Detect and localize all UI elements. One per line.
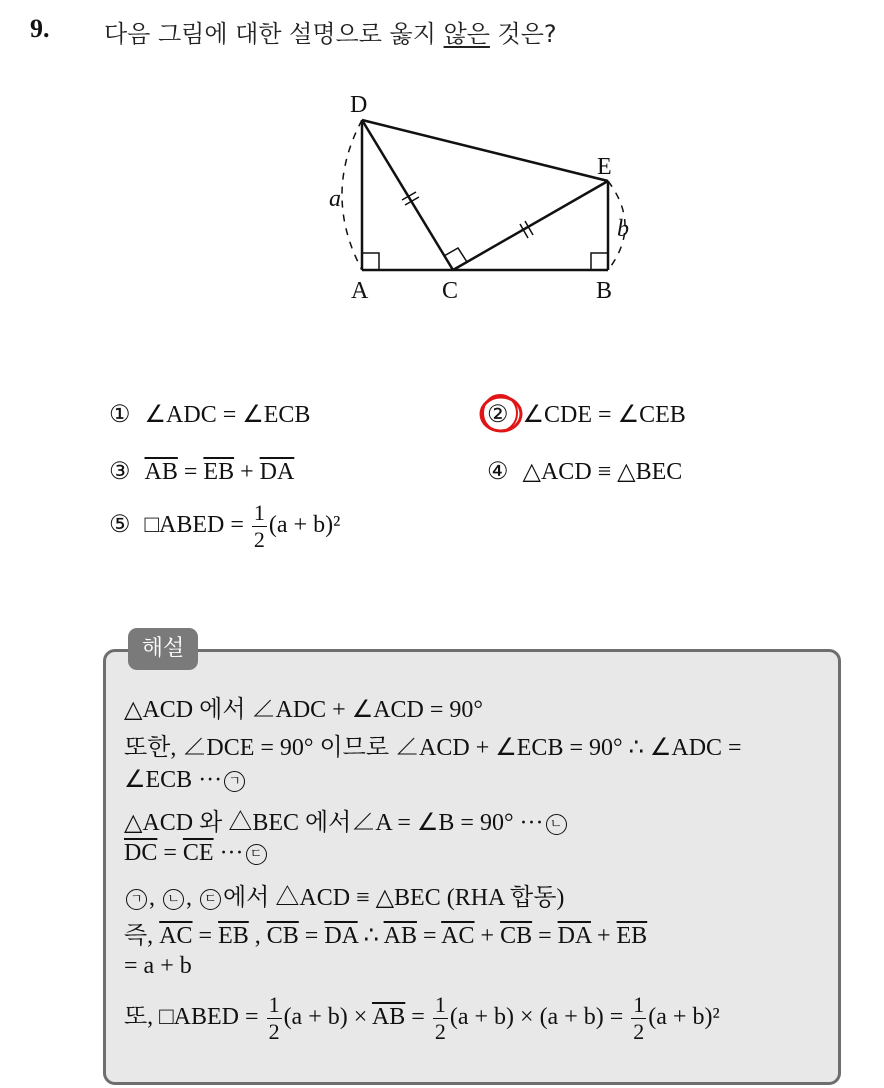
segment-cb-2: $\overline{CB}$ (500, 923, 533, 949)
solution-line-8: = a + b (124, 953, 192, 979)
arc-a (342, 120, 362, 270)
eq-1: = (192, 923, 219, 949)
solution-line-9 (124, 994, 720, 1043)
geometry-figure (320, 86, 640, 326)
fraction-2 (433, 994, 448, 1043)
segment-ac: $\overline{AC}$ (159, 923, 193, 949)
eq-3: = (416, 923, 442, 949)
fraction-1-numerator: 1 (268, 992, 280, 1017)
label-b: b (617, 216, 629, 242)
label-B: B (596, 278, 613, 304)
solution-line-7 (124, 915, 647, 950)
choice-2-text: ∠CDE = ∠CEB (522, 402, 686, 428)
segment-ab-2: $\overline{AB}$ (371, 1004, 406, 1031)
eq-5: = (405, 1004, 431, 1031)
segment-da-2: $\overline{DA}$ (557, 923, 591, 949)
choice-2[interactable] (487, 400, 686, 429)
segment-cb: $\overline{CB}$ (266, 923, 299, 949)
segment-eb: $\overline{EB}$ (218, 923, 249, 949)
choice-3-op1: = (177, 459, 204, 485)
eq-6: = (603, 1004, 630, 1031)
fraction-denominator: 2 (253, 527, 265, 552)
question-text-underlined: 않은 (443, 20, 490, 48)
separator-2: , (186, 885, 198, 911)
segment-ac-2: $\overline{AC}$ (441, 923, 475, 949)
segment-ab: $\overline{AB}$ (383, 923, 417, 949)
choice-5-fraction (252, 502, 267, 551)
solution-line-1: △ACD 에서 ∠ADC + ∠ACD = 90° (124, 697, 484, 723)
fraction-1-denominator: 2 (268, 1019, 280, 1044)
choice-3-segment-ab: $\overline{AB}$ (144, 459, 178, 485)
choice-1[interactable] (109, 400, 310, 429)
circled-digeut-2: ㄷ (200, 889, 221, 910)
equals: = (157, 840, 183, 866)
right-angle-B (591, 253, 608, 270)
segment-dc: $\overline{DC}$ (124, 840, 158, 866)
choice-2-number: ② (487, 402, 509, 428)
right-angle-A (362, 253, 379, 270)
figure-lines (362, 120, 608, 270)
eq-2: = (298, 923, 325, 949)
choice-5-post: (a + b)² (268, 512, 341, 539)
circled-giyeok-2: ㄱ (126, 889, 147, 910)
prefix-tto: 또, □ABED = (124, 1004, 265, 1031)
solution-line-4-text: △ACD 와 △BEC 에서∠A = ∠B = 90° ··· (124, 810, 544, 836)
comma: , (248, 923, 267, 949)
fraction-3 (631, 994, 646, 1043)
choice-3-segment-eb: $\overline{EB}$ (203, 459, 235, 485)
choice-1-text: ∠ADC = ∠ECB (144, 402, 311, 428)
question-number: 9. (30, 14, 50, 43)
solution-line-2: 또한, ∠DCE = 90° 이므로 ∠ACD + ∠ECB = 90° ∴ ∠ADC = (124, 735, 742, 761)
choice-5-number: ⑤ (109, 512, 131, 539)
fraction-2-numerator: 1 (434, 992, 446, 1017)
choice-5-pre: □ABED = (144, 512, 250, 539)
segment-DC (362, 120, 453, 270)
solution-line-6 (124, 877, 564, 912)
circled-giyeok: ㄱ (224, 771, 245, 792)
solution-line-6-text: 에서 △ACD ≡ △BEC (RHA 합동) (223, 885, 565, 911)
separator-1: , (149, 885, 161, 911)
label-E: E (597, 154, 612, 180)
circled-nieun: ㄴ (546, 814, 567, 835)
eq-4: = (532, 923, 558, 949)
choice-1-number: ① (109, 402, 131, 428)
solution-tag: 해설 (128, 628, 198, 670)
choice-4[interactable] (487, 457, 682, 486)
segment-DE (362, 120, 608, 181)
fraction-numerator: 1 (253, 500, 265, 525)
question-text-before: 다음 그림에 대한 설명으로 옳지 (104, 20, 444, 48)
sum-ab-2: (a + b) (449, 1004, 515, 1031)
label-D: D (350, 92, 368, 118)
fraction-1 (267, 994, 282, 1043)
label-C: C (442, 278, 459, 304)
prefix-jeuk: 즉, (124, 923, 160, 949)
solution-line-3 (124, 765, 247, 794)
tick-marks (402, 192, 533, 238)
plus-1: + (474, 923, 501, 949)
fraction-3-numerator: 1 (633, 992, 645, 1017)
choice-3-segment-da: $\overline{DA}$ (259, 459, 295, 485)
choice-3-op2: + (234, 459, 260, 485)
therefore: ∴ (357, 923, 384, 949)
sum-ab-3: (a + b) (539, 1004, 604, 1031)
question-text-after: 것은? (489, 20, 557, 48)
choice-3-number: ③ (109, 459, 131, 485)
times-2: × (514, 1004, 540, 1031)
question-text (104, 14, 557, 49)
choice-4-number: ④ (487, 459, 509, 485)
sum-ab-squared: (a + b)² (648, 1004, 720, 1031)
fraction-2-denominator: 2 (434, 1019, 446, 1044)
label-a: a (329, 186, 341, 212)
choice-5[interactable] (109, 502, 340, 551)
plus-2: + (590, 923, 617, 949)
solution-line-4 (124, 802, 569, 837)
choice-3[interactable] (109, 457, 294, 486)
solution-line-5 (124, 840, 269, 867)
segment-eb-2: $\overline{EB}$ (616, 923, 648, 949)
circled-nieun-2: ㄴ (163, 889, 184, 910)
fraction-3-denominator: 2 (633, 1019, 645, 1044)
choice-4-text: △ACD ≡ △BEC (522, 459, 683, 485)
segment-da: $\overline{DA}$ (324, 923, 358, 949)
circled-digeut: ㄷ (246, 844, 267, 865)
segment-ce: $\overline{CE}$ (182, 840, 214, 866)
segment-CE (453, 181, 608, 270)
times-1: × (347, 1004, 372, 1031)
ellipsis: ··· (213, 840, 244, 866)
sum-ab-1: (a + b) (283, 1004, 348, 1031)
label-A: A (351, 278, 369, 304)
solution-line-3-text: ∠ECB ··· (124, 767, 223, 793)
